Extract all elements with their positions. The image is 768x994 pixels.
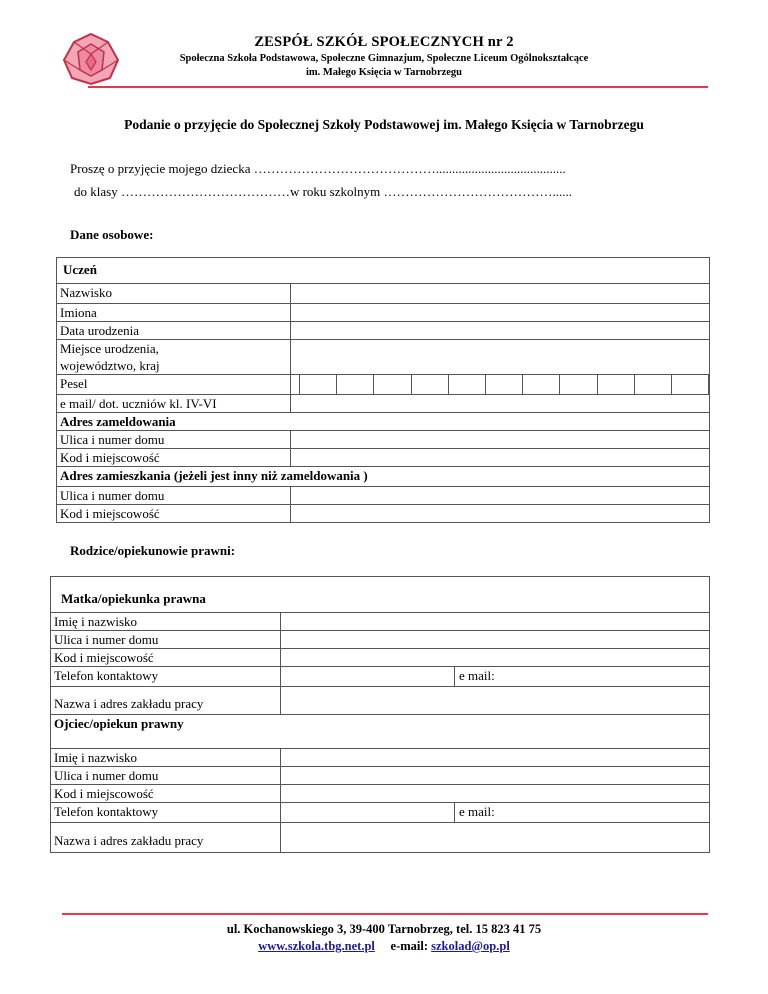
field-data-urodzenia[interactable] (291, 322, 710, 340)
student-table (56, 257, 710, 523)
email-link[interactable]: szkolad@op.pl (431, 939, 510, 953)
field-nazwisko[interactable] (291, 284, 710, 304)
mother-heading: Matka/opiekunka prawna (51, 577, 710, 613)
field-father-email[interactable] (455, 803, 710, 823)
label-pesel: Pesel (57, 375, 291, 395)
field-mother-work[interactable] (281, 687, 710, 715)
field-mother-phone[interactable] (281, 667, 455, 687)
label-kod-zamel: Kod i miejscowość (57, 449, 291, 467)
pesel-digit[interactable] (523, 375, 560, 394)
label-kod-zamiesz: Kod i miejscowość (57, 505, 291, 523)
field-kod-zamel[interactable] (291, 449, 710, 467)
form-title: Podanie o przyjęcie do Społecznej Szkoły Podstawowej im. Małego Księcia w Tarnobrzegu (124, 117, 644, 132)
label-mother-email: e mail: (459, 668, 495, 683)
website-link[interactable]: www.szkola.tbg.net.pl (258, 939, 375, 953)
pesel-digit[interactable] (560, 375, 597, 394)
field-mother-name[interactable] (281, 613, 710, 631)
label-ulica-zamel: Ulica i numer domu (57, 431, 291, 449)
parents-heading: Rodzice/opiekunowie prawni: (70, 543, 236, 558)
adres-zameldowania-heading: Adres zameldowania (57, 413, 710, 431)
father-heading: Ojciec/opiekun prawny (51, 715, 710, 749)
school-name: ZESPÓŁ SZKÓŁ SPOŁECZNYCH nr 2 (254, 34, 514, 50)
label-father-street: Ulica i numer domu (51, 767, 281, 785)
label-father-phone: Telefon kontaktowy (51, 803, 281, 823)
label-mother-name: Imię i nazwisko (51, 613, 281, 631)
label-mother-city: Kod i miejscowość (51, 649, 281, 667)
label-mother-work: Nazwa i adres zakładu pracy (51, 687, 281, 715)
field-imiona[interactable] (291, 304, 710, 322)
header-divider (88, 86, 708, 88)
school-patron: im. Małego Księcia w Tarnobrzegu (305, 67, 463, 78)
label-miejsce-urodzenia: Miejsce urodzenia, województwo, kraj (57, 340, 291, 375)
pesel-digit[interactable] (486, 375, 523, 394)
pesel-digit[interactable] (337, 375, 374, 394)
label-father-email: e mail: (459, 804, 495, 819)
pesel-digit[interactable] (598, 375, 635, 394)
personal-data-heading: Dane osobowe: (70, 227, 154, 242)
field-mother-city[interactable] (281, 649, 710, 667)
label-father-name: Imię i nazwisko (51, 749, 281, 767)
email-label: e-mail: (390, 939, 428, 953)
pesel-digit[interactable] (412, 375, 449, 394)
footer-address: ul. Kochanowskiego 3, 39-400 Tarnobrzeg, tel. 15 823 41 75 (226, 922, 542, 936)
pesel-digit[interactable] (374, 375, 411, 394)
parents-table (50, 576, 710, 853)
field-email[interactable] (291, 395, 710, 413)
field-pesel[interactable] (291, 375, 710, 395)
label-imiona: Imiona (57, 304, 291, 322)
field-father-work[interactable] (281, 823, 710, 853)
label-ulica-zamiesz: Ulica i numer domu (57, 487, 291, 505)
field-kod-zamiesz[interactable] (291, 505, 710, 523)
pesel-digit[interactable] (449, 375, 486, 394)
field-mother-email[interactable] (455, 667, 710, 687)
field-father-phone[interactable] (281, 803, 455, 823)
pesel-digit[interactable] (672, 375, 709, 394)
field-miejsce-urodzenia[interactable] (291, 340, 710, 375)
label-data-urodzenia: Data urodzenia (57, 322, 291, 340)
field-father-street[interactable] (281, 767, 710, 785)
field-ulica-zamel[interactable] (291, 431, 710, 449)
field-father-name[interactable] (281, 749, 710, 767)
label-father-work: Nazwa i adres zakładu pracy (51, 823, 281, 853)
school-subtitle: Społeczna Szkoła Podstawowa, Społeczne Gimnazjum, Społeczne Liceum Ogólnokształcące (179, 53, 589, 64)
label-mother-street: Ulica i numer domu (51, 631, 281, 649)
pesel-digit[interactable] (299, 375, 337, 394)
label-father-city: Kod i miejscowość (51, 785, 281, 803)
class-year-line: do klasy …………………………………w roku szkolnym …………………………………...... (74, 184, 572, 199)
adres-zamieszkania-heading: Adres zamieszkania (jeżeli jest inny niż zameldowania ) (57, 467, 710, 487)
label-mother-phone: Telefon kontaktowy (51, 667, 281, 687)
footer-divider (62, 913, 708, 915)
student-heading: Uczeń (57, 258, 710, 284)
field-mother-street[interactable] (281, 631, 710, 649)
label-email: e mail/ dot. uczniów kl. IV-VI (57, 395, 291, 413)
label-nazwisko: Nazwisko (57, 284, 291, 304)
field-ulica-zamiesz[interactable] (291, 487, 710, 505)
pesel-digit[interactable] (635, 375, 672, 394)
field-father-city[interactable] (281, 785, 710, 803)
child-admission-line: Proszę o przyjęcie mojego dziecka ……………………………………........................................ (70, 161, 566, 176)
footer-contacts (0, 939, 768, 954)
